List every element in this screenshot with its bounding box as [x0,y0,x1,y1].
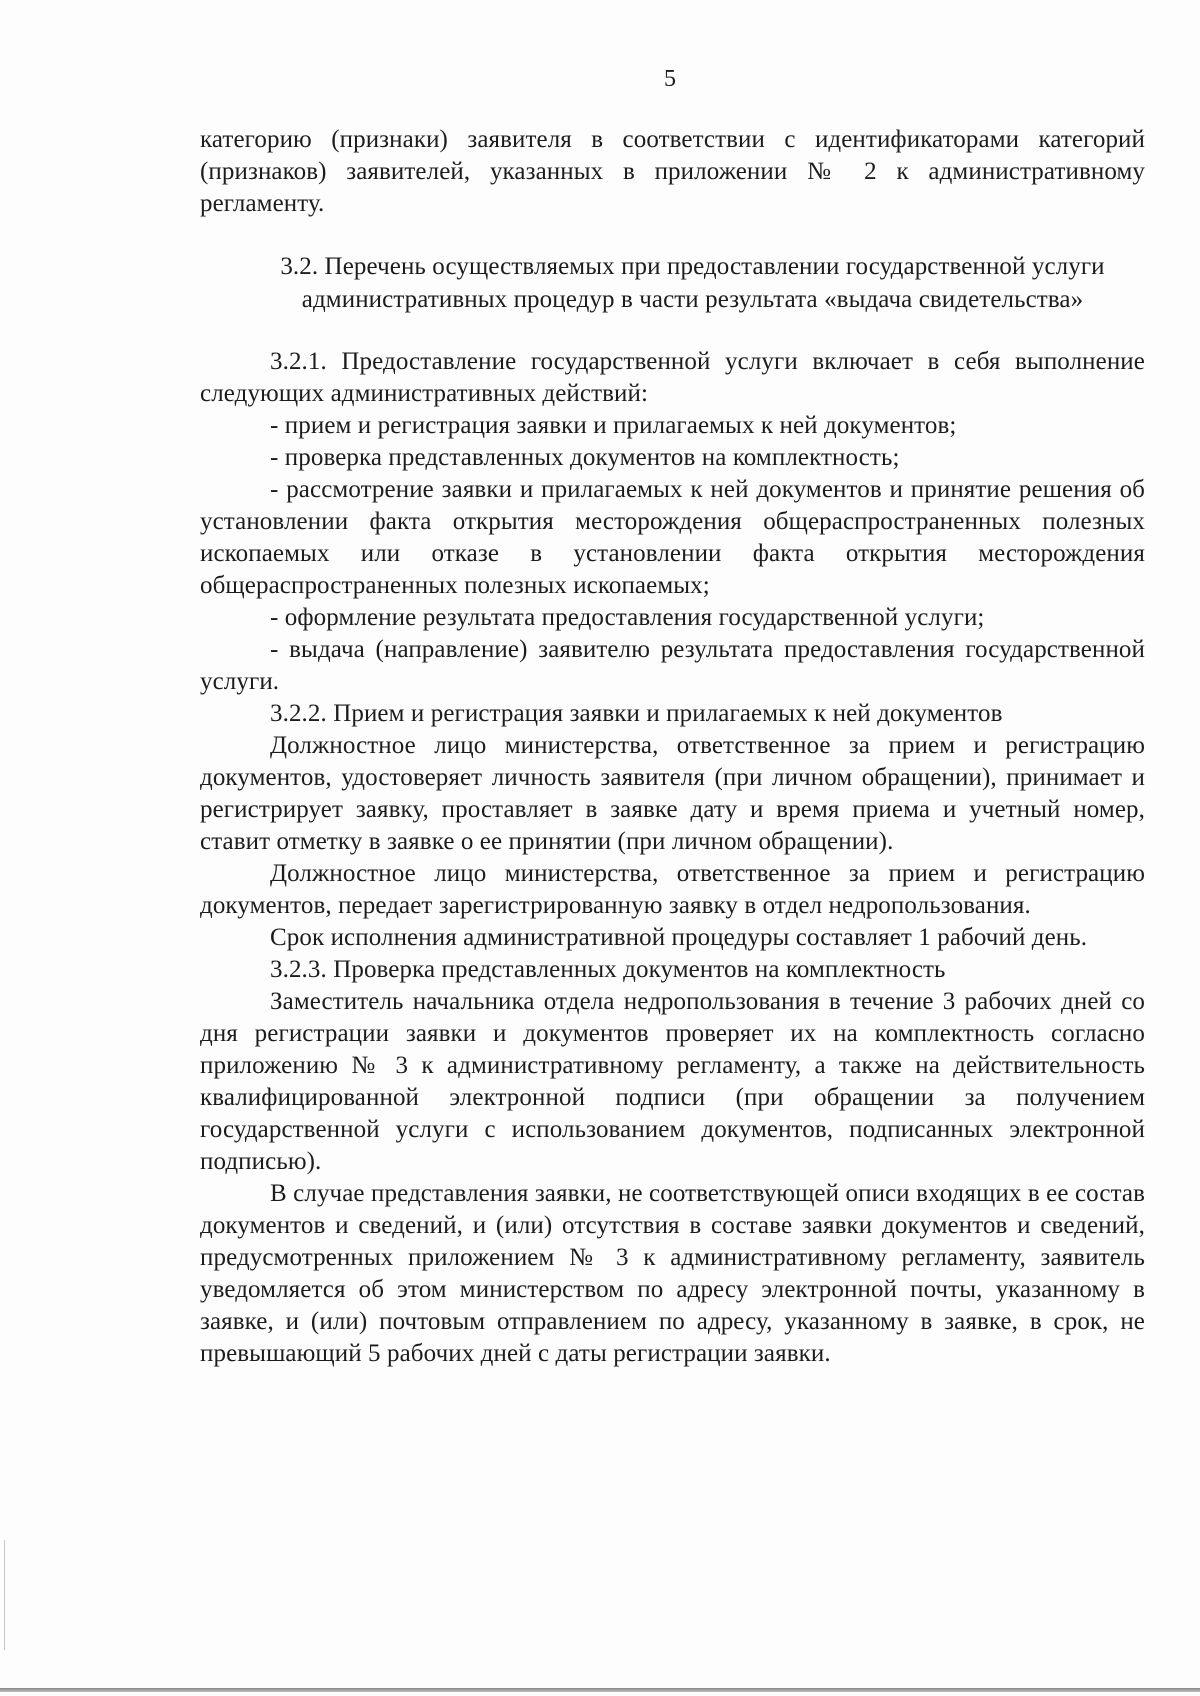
list-item-review-decision: - рассмотрение заявки и прилагаемых к ней документов и принятие решения об установлении факта открытия месторождения общераспространенных полезных ископаемых или отказе в установлении факта открытия месторождения общераспространенных полезных ископаемых; [200,476,1145,599]
paragraph-intro-continuation: категорию (признаки) заявителя в соответствии с идентификаторами категорий (признаков) заявителей, указанных в приложении № 2 к административному регламенту. [200,126,1145,217]
document-body [200,124,1145,1370]
scan-edge-artifact [4,1540,5,1650]
section-heading-3-2: 3.2. Перечень осуществляемых при предоставлении государственной услуги административных процедур в части результата «выдача свидетельства» [280,253,1105,313]
paragraph-3-2-1: 3.2.1. Предоставление государственной услуги включает в себя выполнение следующих административных действий: [200,348,1145,407]
list-item-completeness-check: - проверка представленных документов на комплектность; [270,444,900,471]
paragraph-deputy-check: Заместитель начальника отдела недропользования в течение 3 рабочих дней со дня регистрации заявки и документов проверяет их на комплектность согласно приложению № 3 к административному регламенту, а также на действительность квалифицированной электронной подписи (при обращении за получением государственной услуги с использованием документов, подписанных электронной подписью). [200,988,1145,1175]
list-item-reception: - прием и регистрация заявки и прилагаемых к ней документов; [270,412,957,439]
subsection-heading-3-2-3: 3.2.3. Проверка представленных документов на комплектность [270,956,946,983]
paragraph-procedure-term: Срок исполнения административной процедуры составляет 1 рабочий день. [270,924,1088,951]
page-number: 5 [664,66,676,92]
list-item-formalization: - оформление результата предоставления государственной услуги; [270,604,985,631]
paragraph-official-registration: Должностное лицо министерства, ответственное за прием и регистрацию документов, удостоверяет личность заявителя (при личном обращении), принимает и регистрирует заявку, проставляет в заявке дату и время приема и учетный номер, ставит отметку в заявке о ее принятии (при личном обращении). [200,732,1145,855]
scan-bottom-edge [0,1688,1200,1692]
paragraph-official-transfer: Должностное лицо министерства, ответственное за прием и регистрацию документов, передает зарегистрированную заявку в отдел недропользования. [200,860,1145,919]
paragraph-notification: В случае представления заявки, не соответствующей описи входящих в ее состав документов и сведений, и (или) отсутствия в составе заявки документов и сведений, предусмотренных приложением № 3 к административному регламенту, заявитель уведомляется об этом министерством по адресу электронной почты, указанному в заявке, и (или) почтовым отправлением по адресу, указанному в заявке, в срок, не превышающий 5 рабочих дней с даты регистрации заявки. [200,1180,1145,1367]
list-item-issuance: - выдача (направление) заявителю результата предоставления государственной услуги. [200,636,1145,695]
subsection-heading-3-2-2: 3.2.2. Прием и регистрация заявки и прилагаемых к ней документов [270,700,1003,727]
